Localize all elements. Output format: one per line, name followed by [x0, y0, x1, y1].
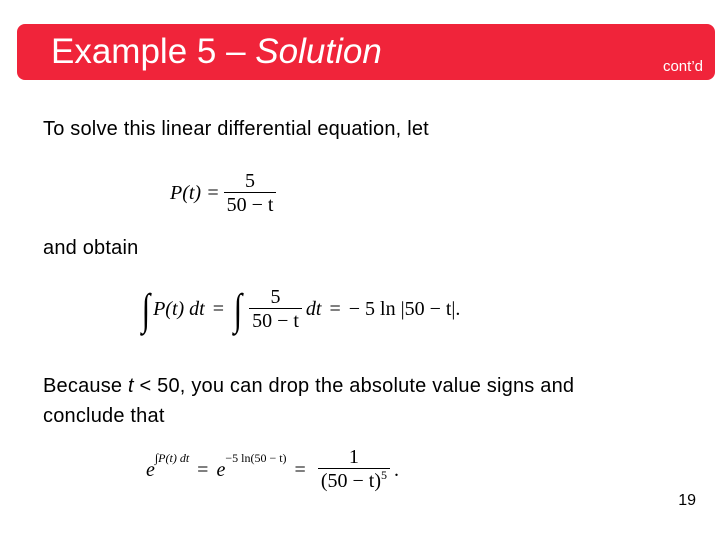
eq3-exponent: ∫P(t) dt	[154, 451, 190, 465]
eq3-exponent-2: −5 ln(50 − t)	[225, 451, 287, 465]
eq3-period: .	[393, 459, 399, 481]
paragraph-obtain: and obtain	[43, 237, 139, 259]
because-variable-t: t	[128, 375, 134, 397]
equation-integral	[140, 286, 460, 333]
eq2-equals: =	[212, 298, 224, 320]
eq3-equals-2: =	[294, 459, 306, 481]
eq2-dt: dt	[305, 298, 322, 320]
eq1-fraction	[224, 170, 277, 217]
integral-sign: ∫	[141, 284, 151, 334]
eq3-base-2: e	[216, 459, 226, 481]
equation-p-of-t	[170, 170, 280, 217]
because-text-a: Because	[43, 375, 128, 397]
eq2-fraction	[249, 286, 302, 333]
eq1-lhs: P(t) =	[170, 182, 220, 204]
continued-label: cont’d	[662, 58, 703, 75]
slide-title	[51, 33, 382, 71]
eq2-equals-2: =	[329, 298, 341, 320]
equation-integrating-factor	[146, 446, 399, 495]
paragraph-because	[43, 372, 574, 400]
paragraph-conclude: conclude that	[43, 405, 165, 427]
eq2-numerator: 5	[270, 286, 281, 308]
eq2-denominator: 50 − t	[249, 308, 302, 333]
eq3-denominator-base: (50 − t)	[320, 470, 381, 492]
eq3-denominator	[318, 468, 390, 495]
eq3-base: e	[146, 459, 155, 481]
eq3-fraction	[318, 446, 390, 495]
because-text-b: < 50, you can drop the absolute value signs and	[133, 375, 575, 397]
eq3-numerator: 1	[348, 446, 359, 468]
title-italic: Solution	[255, 32, 382, 71]
eq3-denominator-exponent: 5	[380, 468, 387, 482]
eq2-rhs: − 5 ln |50 − t|.	[348, 298, 461, 320]
integral-sign-2: ∫	[233, 284, 243, 334]
page-number: 19	[678, 492, 696, 509]
paragraph-intro: To solve this linear differential equation, let	[43, 118, 429, 140]
eq1-numerator: 5	[245, 170, 256, 192]
eq2-integrand: P(t) dt	[153, 298, 205, 320]
title-bar	[17, 24, 715, 80]
eq1-denominator: 50 − t	[224, 192, 277, 217]
eq3-equals: =	[197, 459, 209, 481]
title-main: Example 5 –	[51, 32, 246, 71]
